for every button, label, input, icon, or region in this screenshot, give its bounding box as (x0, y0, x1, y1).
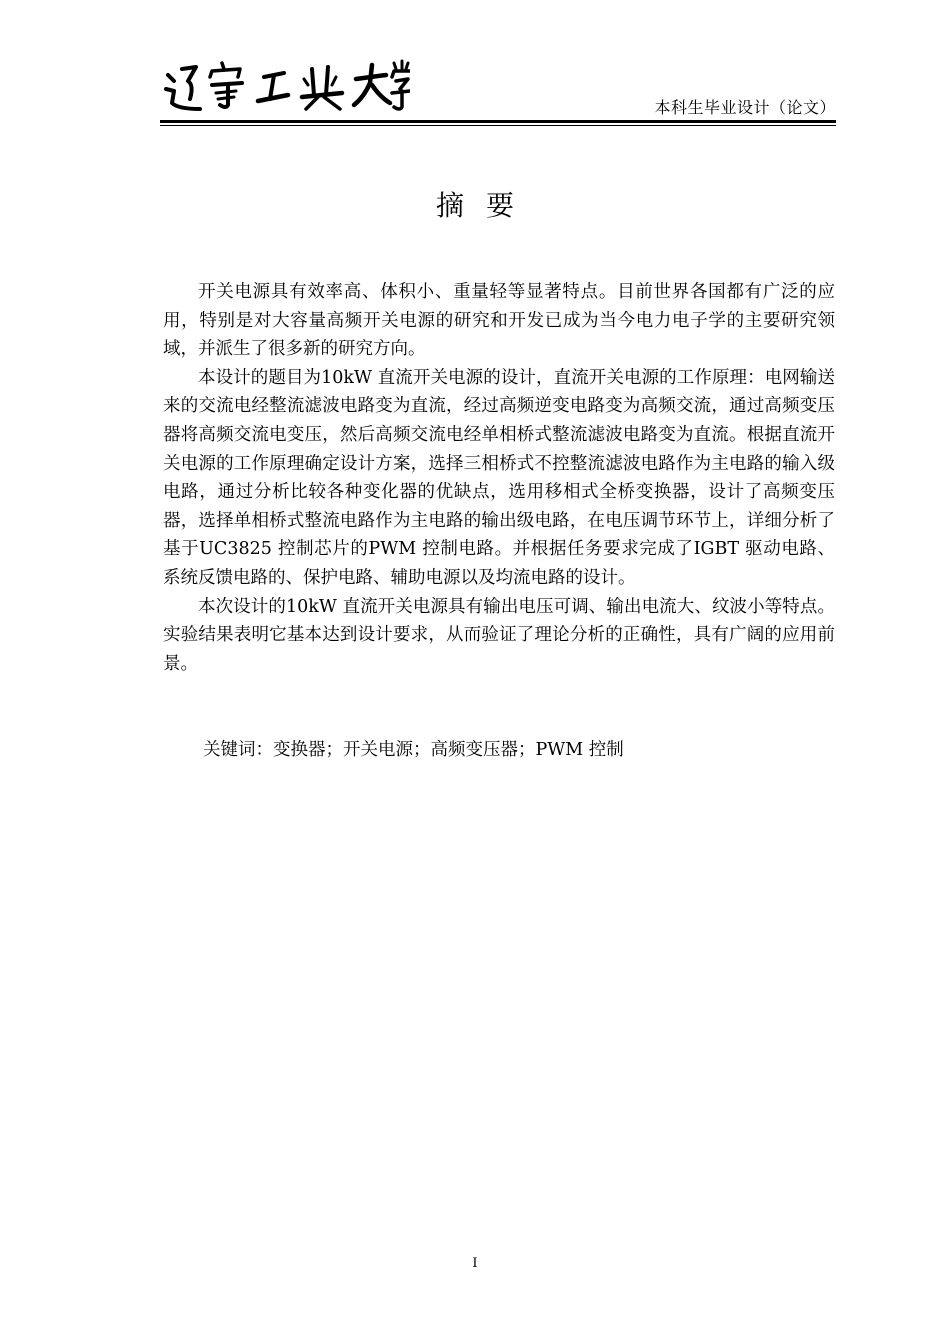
keywords-label: 关键词： (203, 740, 273, 760)
keywords-value: 变换器；开关电源；高频变压器；PWM 控制 (273, 740, 624, 760)
header-rule-thick (160, 120, 836, 123)
abstract-title: 摘要 (435, 189, 536, 222)
header-rule-thin (160, 125, 836, 126)
keywords-line (203, 736, 624, 764)
abstract-paragraph-2: 本设计的题目为10kW 直流开关电源的设计，直流开关电源的工作原理：电网输送来的交流电经整流滤波电路变为直流，经过高频逆变电路变为高频交流，通过高频变压器将高频交流电变压，然后高频交流电经单相桥式整流滤波电路变为直流。根据直流开关电源的工作原理确定设计方案，选择三相桥式不控整流滤波电路作为主电路的输入级电路，通过分析比较各种变化器的优缺点，选用移相式全桥变换器，设计了高频变压器，选择单相桥式整流电路作为主电路的输出级电路，在电压调节环节上，详细分析了基于UC3825 控制芯片的PWM 控制电路。并根据任务要求完成了IGBT 驱动电路、系统反馈电路的、保护电路、辅助电源以及均流电路的设计。 (163, 367, 835, 588)
page-header (160, 55, 836, 125)
page-number: I (472, 1256, 478, 1271)
document-type-label: 本科生毕业设计（论文） (654, 98, 836, 117)
university-logo (160, 55, 410, 115)
abstract-body (163, 278, 835, 678)
abstract-paragraph-3: 本次设计的10kW 直流开关电源具有输出电压可调、输出电流大、纹波小等特点。实验结果表明它基本达到设计要求，从而验证了理论分析的正确性，具有广阔的应用前景。 (163, 596, 835, 674)
abstract-paragraph-1: 开关电源具有效率高、体积小、重量轻等显著特点。目前世界各国都有广泛的应用，特别是对大容量高频开关电源的研究和开发已成为当今电力电子学的主要研究领域，并派生了很多新的研究方向。 (163, 282, 835, 360)
